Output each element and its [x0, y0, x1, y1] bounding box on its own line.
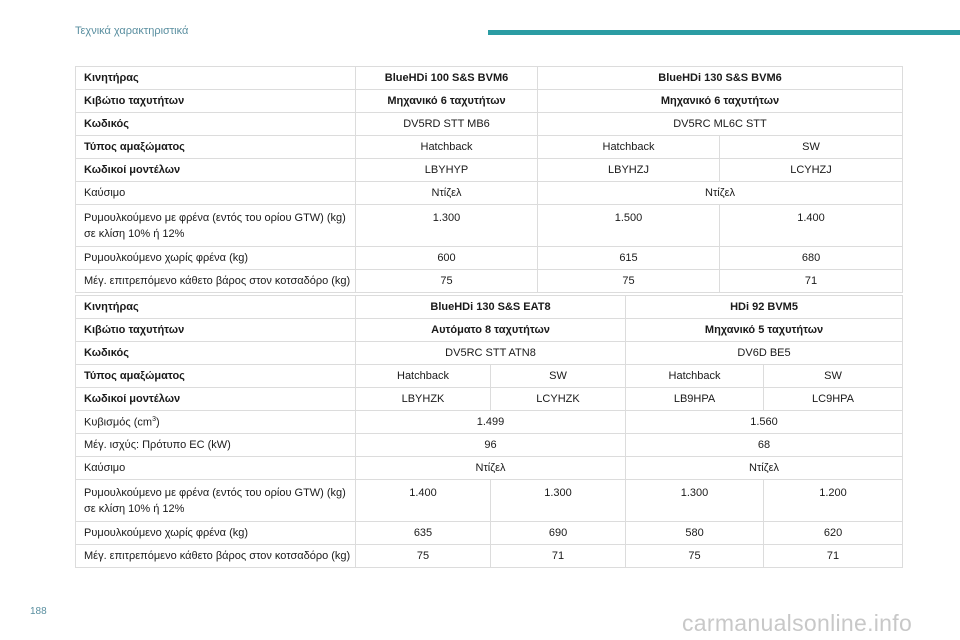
spec-table-1 [75, 66, 903, 293]
body-value: Hatchback [626, 365, 764, 388]
table-row [76, 182, 903, 205]
table-row [76, 247, 903, 270]
nose-weight-value: 71 [764, 545, 903, 568]
row-label-unbraked-trailer: Ρυμουλκούμενο χωρίς φρένα (kg) [76, 522, 356, 545]
nose-weight-value: 75 [626, 545, 764, 568]
nose-weight-value: 71 [491, 545, 626, 568]
row-label-braked-trailer [76, 480, 356, 522]
fuel-value: Ντίζελ [356, 182, 538, 205]
row-label-power: Μέγ. ισχύς: Πρότυπο EC (kW) [76, 434, 356, 457]
row-label-engine: Κινητήρας [76, 296, 356, 319]
body-value: SW [720, 136, 903, 159]
row-label-body: Τύπος αμαξώματος [76, 365, 356, 388]
table-row [76, 113, 903, 136]
body-value: Hatchback [356, 136, 538, 159]
row-label-nose-weight: Μέγ. επιτρεπόμενο κάθετο βάρος στον κοτσαδόρο (kg) [76, 270, 356, 293]
spec-table-2 [75, 295, 903, 568]
nose-weight-value: 75 [356, 270, 538, 293]
header-accent-bar [488, 30, 960, 35]
table-row [76, 434, 903, 457]
engine-name: BlueHDi 130 S&S BVM6 [538, 67, 903, 90]
row-label-gearbox: Κιβώτιο ταχυτήτων [76, 319, 356, 342]
model-value: LCYHZJ [720, 159, 903, 182]
row-label-braked-trailer [76, 205, 356, 247]
model-value: LC9HPA [764, 388, 903, 411]
braked-value: 1.300 [491, 480, 626, 522]
model-value: LBYHZJ [538, 159, 720, 182]
table-row [76, 480, 903, 522]
table-row [76, 319, 903, 342]
unbraked-value: 620 [764, 522, 903, 545]
nose-weight-value: 75 [538, 270, 720, 293]
unbraked-value: 680 [720, 247, 903, 270]
table-row [76, 342, 903, 365]
row-label-model: Κωδικοί μοντέλων [76, 388, 356, 411]
table-row [76, 457, 903, 480]
table-row [76, 545, 903, 568]
braked-label-line1: Ρυμουλκούμενο με φρένα (εντός του ορίου GTW) (kg) [84, 487, 346, 499]
table-row [76, 365, 903, 388]
row-label-displacement: Κυβισμός $(cm^3)$ [76, 411, 356, 434]
row-label-body: Τύπος αμαξώματος [76, 136, 356, 159]
model-value: LCYHZK [491, 388, 626, 411]
braked-value: 1.400 [356, 480, 491, 522]
unbraked-value: 690 [491, 522, 626, 545]
displacement-value: 1.560 [626, 411, 903, 434]
table-row [76, 522, 903, 545]
braked-value: 1.300 [356, 205, 538, 247]
body-value: SW [491, 365, 626, 388]
power-value: 96 [356, 434, 626, 457]
code-value: DV5RD STT MB6 [356, 113, 538, 136]
table-row [76, 159, 903, 182]
code-value: DV5RC ML6C STT [538, 113, 903, 136]
fuel-value: Ντίζελ [356, 457, 626, 480]
row-label-fuel: Καύσιμο [76, 457, 356, 480]
row-label-code: Κωδικός [76, 113, 356, 136]
row-label-gearbox: Κιβώτιο ταχυτήτων [76, 90, 356, 113]
gearbox-value: Μηχανικό 5 ταχυτήτων [626, 319, 903, 342]
row-label-fuel: Καύσιμο [76, 182, 356, 205]
watermark: carmanualsonline.info [682, 610, 913, 636]
model-value: LBYHYP [356, 159, 538, 182]
table-row [76, 270, 903, 293]
table-row [76, 205, 903, 247]
braked-value: 1.400 [720, 205, 903, 247]
unbraked-value: 600 [356, 247, 538, 270]
row-label-engine: Κινητήρας [76, 67, 356, 90]
body-value: Hatchback [538, 136, 720, 159]
unbraked-value: 635 [356, 522, 491, 545]
body-value: Hatchback [356, 365, 491, 388]
row-label-code: Κωδικός [76, 342, 356, 365]
model-value: LBYHZK [356, 388, 491, 411]
gearbox-value: Μηχανικό 6 ταχυτήτων [356, 90, 538, 113]
model-value: LB9HPA [626, 388, 764, 411]
unbraked-value: 580 [626, 522, 764, 545]
nose-weight-value: 75 [356, 545, 491, 568]
engine-name: BlueHDi 130 S&S EAT8 [356, 296, 626, 319]
table-row [76, 67, 903, 90]
nose-weight-value: 71 [720, 270, 903, 293]
gearbox-value: Μηχανικό 6 ταχυτήτων [538, 90, 903, 113]
unbraked-value: 615 [538, 247, 720, 270]
braked-label-line2: σε κλίση 10% ή 12% [84, 228, 185, 240]
fuel-value: Ντίζελ [626, 457, 903, 480]
table-row [76, 90, 903, 113]
row-label-nose-weight: Μέγ. επιτρεπόμενο κάθετο βάρος στον κοτσαδόρο (kg) [76, 545, 356, 568]
fuel-value: Ντίζελ [538, 182, 903, 205]
body-value: SW [764, 365, 903, 388]
braked-value: 1.200 [764, 480, 903, 522]
braked-value: 1.500 [538, 205, 720, 247]
table-row [76, 388, 903, 411]
engine-name: HDi 92 BVM5 [626, 296, 903, 319]
gearbox-value: Αυτόματο 8 ταχυτήτων [356, 319, 626, 342]
displacement-value: 1.499 [356, 411, 626, 434]
braked-value: 1.300 [626, 480, 764, 522]
code-value: DV5RC STT ATN8 [356, 342, 626, 365]
section-title: Τεχνικά χαρακτηριστικά [75, 25, 189, 37]
row-label-unbraked-trailer: Ρυμουλκούμενο χωρίς φρένα (kg) [76, 247, 356, 270]
power-value: 68 [626, 434, 903, 457]
table-row [76, 411, 903, 434]
braked-label-line1: Ρυμουλκούμενο με φρένα (εντός του ορίου GTW) (kg) [84, 212, 346, 224]
row-label-model: Κωδικοί μοντέλων [76, 159, 356, 182]
table-row [76, 136, 903, 159]
code-value: DV6D BE5 [626, 342, 903, 365]
table-row [76, 296, 903, 319]
superscript: 3 [152, 415, 156, 423]
engine-name: BlueHDi 100 S&S BVM6 [356, 67, 538, 90]
page-number: 188 [30, 606, 47, 617]
braked-label-line2: σε κλίση 10% ή 12% [84, 503, 185, 515]
